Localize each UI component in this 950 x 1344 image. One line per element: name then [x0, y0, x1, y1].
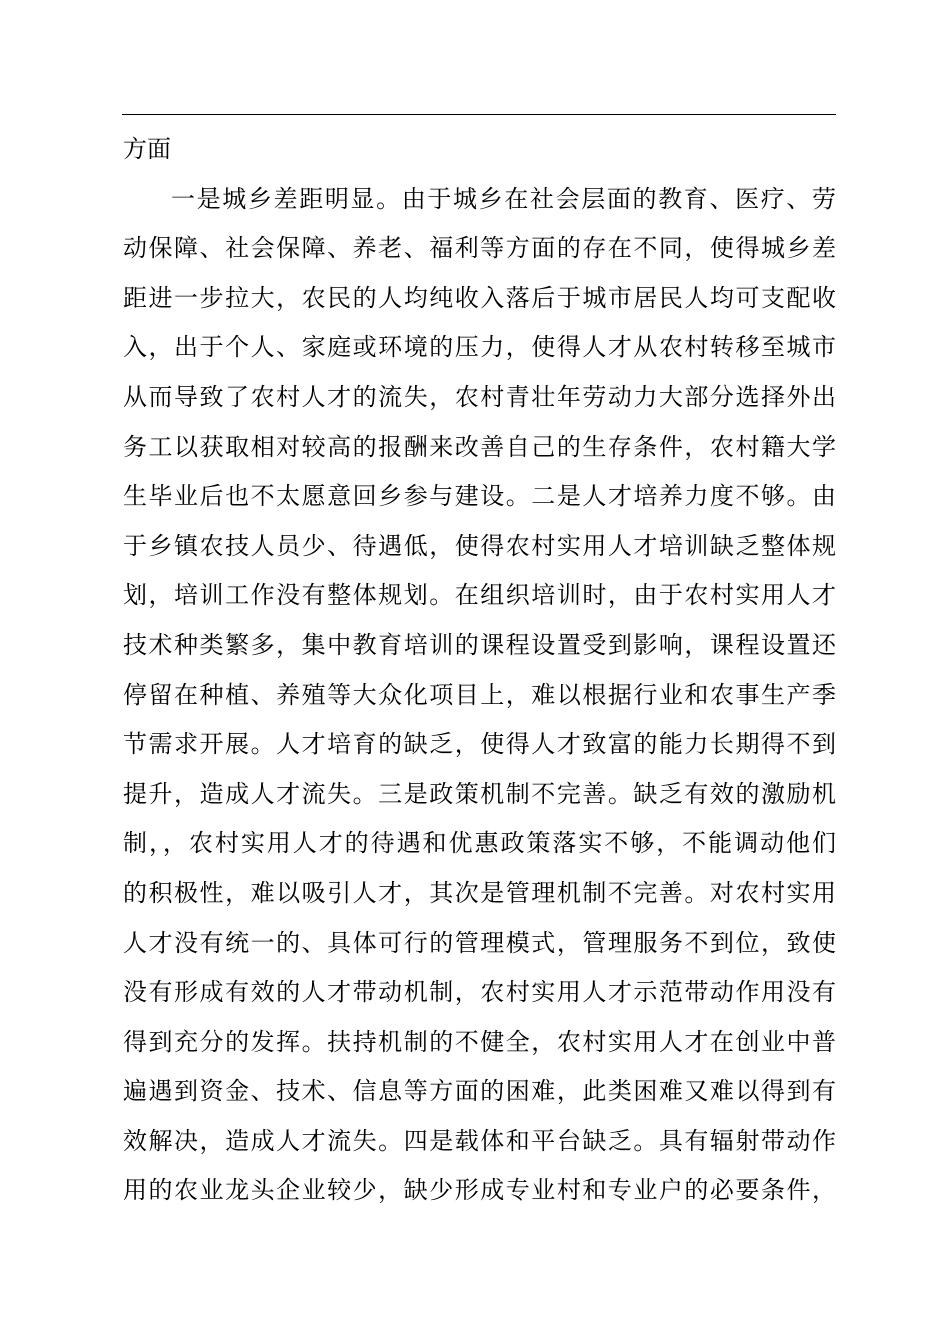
text-line: 方面 — [123, 135, 171, 163]
text-line: 提升，造成人才流失。三是政策机制不完善。缺乏有效的激励机 — [123, 779, 836, 808]
text-line: 于乡镇农技人员少、待遇低，使得农村实用人才培训缺乏整体规 — [123, 531, 836, 560]
body-text — [123, 125, 843, 1216]
text-line: 没有形成有效的人才带动机制，农村实用人才示范带动作用没有 — [123, 978, 836, 1007]
text-line: 得到充分的发挥。扶持机制的不健全，农村实用人才在创业中普 — [123, 1027, 836, 1056]
header-rule — [122, 114, 836, 115]
text-line: 动保障、社会保障、养老、福利等方面的存在不同，使得城乡差 — [123, 234, 836, 263]
text-line: 制，，农村实用人才的待遇和优惠政策落实不够，不能调动他们 — [123, 829, 836, 858]
text-line: 从而导致了农村人才的流失，农村青壮年劳动力大部分选择外出 — [123, 382, 836, 411]
text-line: 人才没有统一的、具体可行的管理模式，管理服务不到位，致使 — [123, 928, 836, 957]
paragraph-first-line: 一是城乡差距明显。由于城乡在社会层面的教育、医疗、劳 — [171, 184, 836, 213]
text-line: 距进一步拉大，农民的人均纯收入落后于城市居民人均可支配收 — [123, 283, 836, 312]
text-line: 遍遇到资金、技术、信息等方面的困难，此类困难又难以得到有 — [123, 1077, 836, 1106]
text-line: 技术种类繁多，集中教育培训的课程设置受到影响，课程设置还 — [123, 630, 836, 659]
text-line: 务工以获取相对较高的报酬来改善自己的生存条件，农村籍大学 — [123, 432, 836, 461]
text-line: 入，出于个人、家庭或环境的压力，使得人才从农村转移至城市 — [123, 333, 836, 362]
text-line: 用的农业龙头企业较少，缺少形成专业村和专业户的必要条件， — [123, 1176, 836, 1205]
text-line: 的积极性，难以吸引人才，其次是管理机制不完善。对农村实用 — [123, 878, 836, 907]
text-line: 节需求开展。人才培育的缺乏，使得人才致富的能力长期得不到 — [123, 730, 836, 759]
text-line: 停留在种植、养殖等大众化项目上，难以根据行业和农事生产季 — [123, 680, 836, 709]
text-line: 生毕业后也不太愿意回乡参与建设。二是人才培养力度不够。由 — [123, 482, 836, 511]
text-line: 效解决，造成人才流失。四是载体和平台缺乏。具有辐射带动作 — [123, 1126, 836, 1155]
text-line: 划，培训工作没有整体规划。在组织培训时，由于农村实用人才 — [123, 581, 836, 610]
